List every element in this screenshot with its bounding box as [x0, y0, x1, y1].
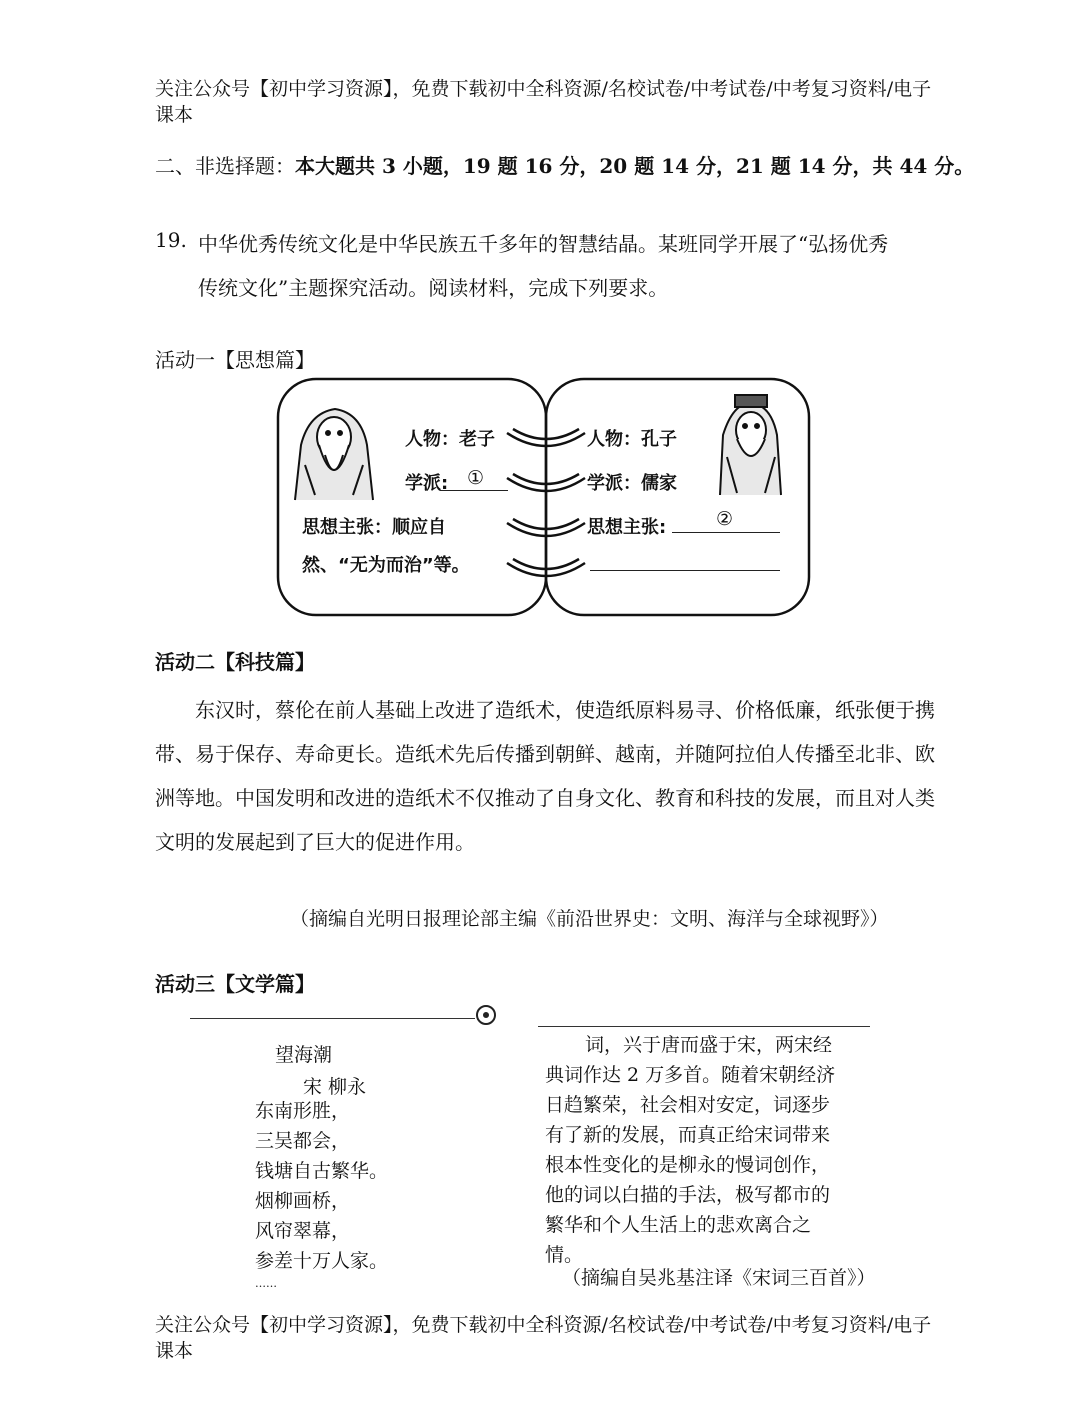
- excerpt-top-rule: [538, 1026, 870, 1027]
- activity3-title: 活动三【文学篇】: [155, 972, 315, 996]
- blank-2-line: [672, 532, 780, 533]
- scroll-end-icon: [474, 1003, 498, 1027]
- excerpt-line: 日趋繁荣，社会相对安定，词逐步: [545, 1094, 831, 1116]
- activity2-source: （摘编自光明日报理论部主编《前沿世界史：文明、海洋与全球视野》）: [290, 908, 889, 930]
- left-card-idea-line1: 思想主张：顺应自: [302, 517, 446, 538]
- thought-card-illustration: [275, 375, 815, 620]
- question-number: 19.: [155, 228, 187, 252]
- excerpt-line: 情。: [545, 1244, 584, 1266]
- activity2-title: 活动二【科技篇】: [155, 650, 315, 674]
- section-prefix: 二、非选择题：: [155, 154, 295, 178]
- laozi-portrait: [295, 409, 373, 500]
- poem-top-rule: [190, 1018, 475, 1019]
- left-card-idea-line2: 然、“无为而治”等。: [302, 555, 470, 576]
- blank-2-mark: ②: [716, 508, 734, 530]
- question-line-1: 中华优秀传统文化是中华民族五千多年的智慧结晶。某班同学开展了“弘扬优秀: [198, 232, 889, 256]
- excerpt-source: （摘编自吴兆基注译《宋词三百首》）: [562, 1267, 876, 1289]
- left-card-school-label: 学派:: [405, 473, 449, 494]
- excerpt-line: 繁华和个人生活上的悲欢离合之: [545, 1214, 812, 1236]
- excerpt-body: [545, 1030, 865, 1270]
- poem-line: ……: [255, 1277, 277, 1290]
- poem-line: 风帘翠幕，: [255, 1220, 351, 1242]
- section-detail: 本大题共 3 小题，19 题 16 分，20 题 14 分，21 题 14 分，共 44 分。: [295, 154, 975, 178]
- poem-line: 三吴都会，: [255, 1130, 351, 1152]
- blank-2-line-extra: [590, 570, 780, 571]
- excerpt-line: 典词作达 2 万多首。随着宋朝经济: [545, 1064, 836, 1086]
- confucius-portrait: [720, 395, 781, 495]
- right-card-person: 人物：孔子: [587, 429, 677, 450]
- left-card-person: 人物：老子: [405, 429, 495, 450]
- poem-title: 望海潮: [275, 1044, 333, 1066]
- poem-body: [255, 1096, 388, 1292]
- blank-1-line: [440, 490, 508, 491]
- right-card-idea-label: 思想主张:: [587, 517, 667, 538]
- activity2-paragraph: 东汉时，蔡伦在前人基础上改进了造纸术，使造纸原料易寻、价格低廉，纸张便于携带、易于保存、寿命更长。造纸术先后传播到朝鲜、越南，并随阿拉伯人传播至北非、欧洲等地。中国发明和改进的造纸术不仅推动了自身文化、教育和科技的发展，而且对人类文明的发展起到了巨大的促进作用。: [155, 698, 935, 854]
- poem-line: 参差十万人家。: [255, 1250, 389, 1272]
- excerpt-line: 根本性变化的是柳永的慢词创作，: [545, 1154, 831, 1176]
- poem-line: 东南形胜，: [255, 1100, 351, 1122]
- header-notice: 关注公众号【初中学习资源】，免费下载初中全科资源/名校试卷/中考试卷/中考复习资料/电子课本: [155, 78, 932, 126]
- blank-1-mark: ①: [467, 467, 485, 489]
- question-line-2: 传统文化”主题探究活动。阅读材料，完成下列要求。: [198, 276, 669, 300]
- footer-notice: 关注公众号【初中学习资源】，免费下载初中全科资源/名校试卷/中考试卷/中考复习资料/电子课本: [155, 1314, 932, 1362]
- right-card-school: 学派：儒家: [587, 473, 677, 494]
- poem-line: 钱塘自古繁华。: [255, 1160, 389, 1182]
- poem-line: 烟柳画桥，: [255, 1190, 351, 1212]
- excerpt-line: 有了新的发展，而真正给宋词带来: [545, 1124, 831, 1146]
- excerpt-line: 他的词以白描的手法，极写都市的: [545, 1184, 831, 1206]
- excerpt-line: 词，兴于唐而盛于宋，两宋经: [585, 1034, 833, 1056]
- poem-author: 宋 柳永: [303, 1076, 367, 1098]
- activity1-title: 活动一【思想篇】: [155, 348, 315, 372]
- section-heading: [155, 150, 974, 179]
